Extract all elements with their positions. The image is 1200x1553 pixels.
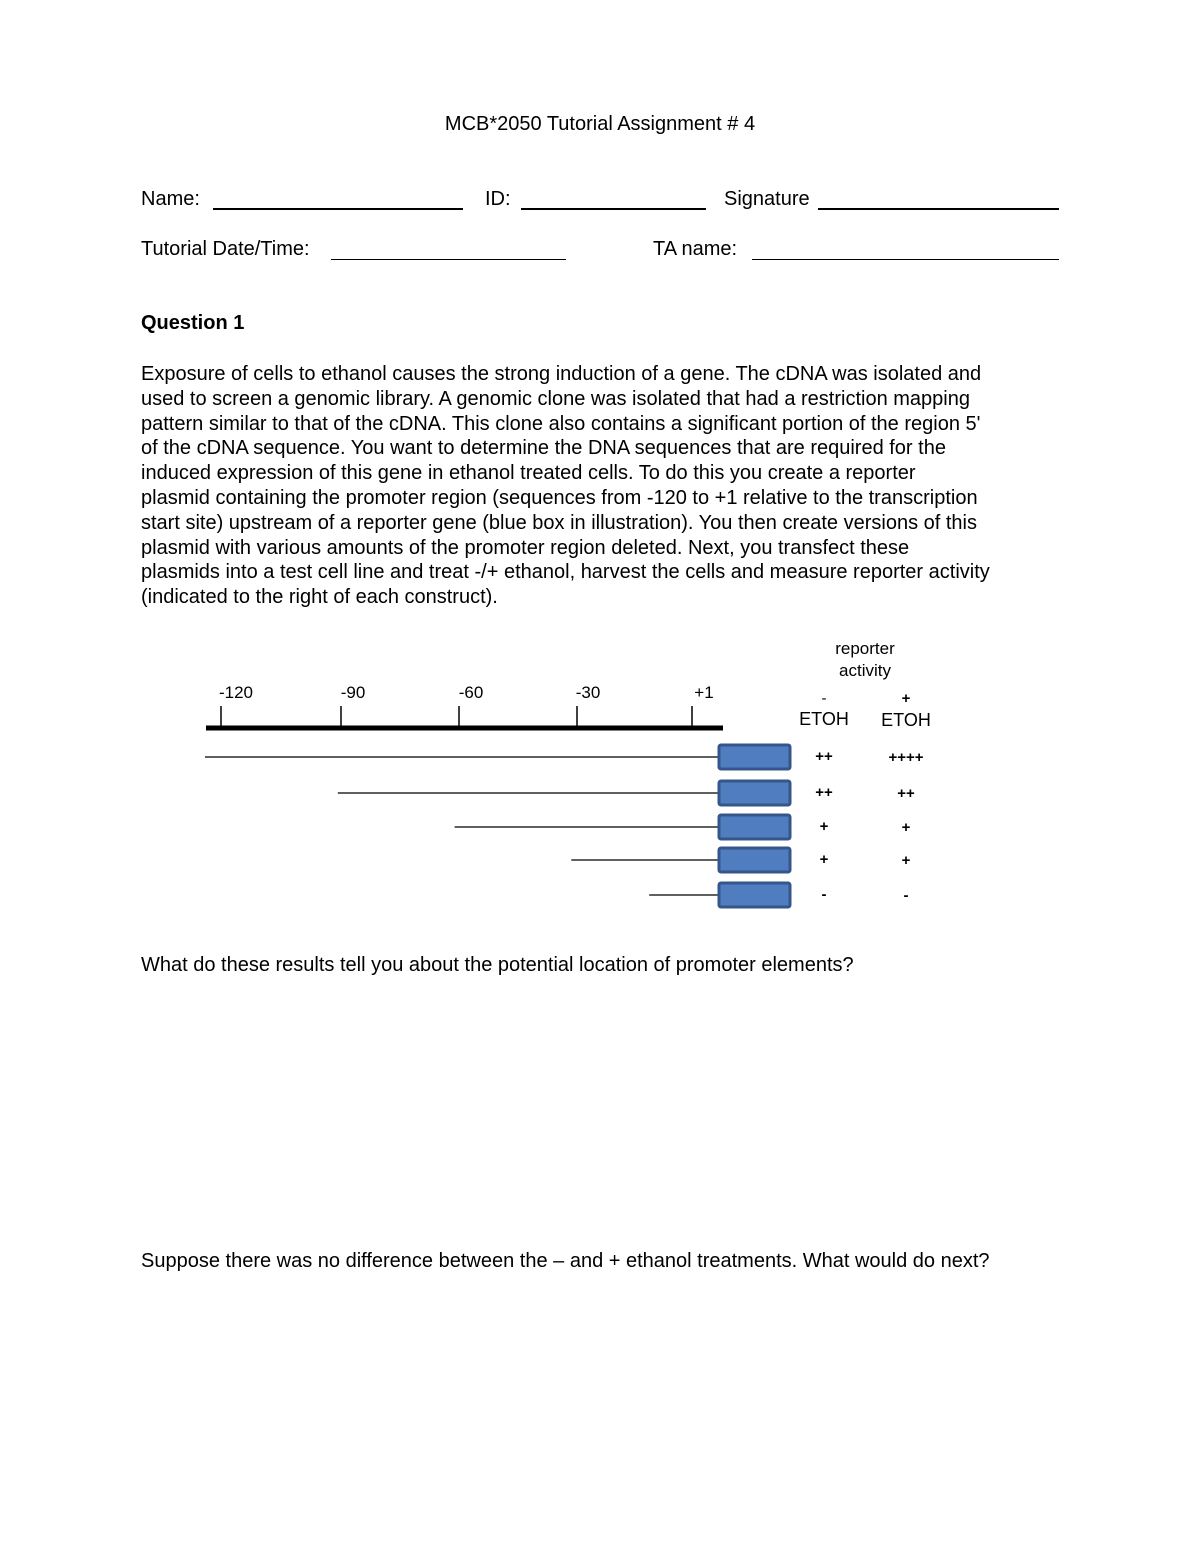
paragraph-line: used to screen a genomic library. A genomic clone was isolated that had a restriction mapping <box>141 387 970 410</box>
paragraph-line: (indicated to the right of each construct). <box>141 586 498 609</box>
reporter-gene-box <box>719 745 790 769</box>
activity-header-line1: reporter <box>835 639 895 658</box>
signature-label: Signature <box>724 188 810 210</box>
paragraph-line: induced expression of this gene in ethanol treated cells. To do this you create a reporter <box>141 462 916 485</box>
activity-header-line2: activity <box>839 661 891 680</box>
tutorial-date-label: Tutorial Date/Time: <box>141 238 310 260</box>
paragraph-line: plasmids into a test cell line and treat -/+ ethanol, harvest the cells and measure reporter activity <box>141 561 990 584</box>
paragraph-line: Exposure of cells to ethanol causes the strong induction of a gene. The cDNA was isolated and <box>141 363 982 385</box>
activity-plus-ethanol: ++++ <box>888 749 924 766</box>
activity-plus-ethanol: ++ <box>897 785 915 802</box>
ta-name-field[interactable] <box>752 259 1059 260</box>
question-paragraph <box>141 362 1071 610</box>
scale-label: -60 <box>458 683 484 702</box>
activity-plus-ethanol: + <box>901 819 911 836</box>
col-minus-sign: - <box>821 690 827 707</box>
activity-plus-ethanol: - <box>903 887 909 904</box>
reporter-gene-box <box>719 883 790 907</box>
scale-label: -120 <box>218 683 254 702</box>
paragraph-line: of the cDNA sequence. You want to determine the DNA sequences that are required for the <box>141 437 946 460</box>
reporter-gene-box <box>719 848 790 872</box>
page-title: MCB*2050 Tutorial Assignment # 4 <box>444 113 756 135</box>
activity-plus-ethanol: + <box>901 852 911 869</box>
activity-minus-ethanol: + <box>819 818 829 835</box>
paragraph-line: pattern similar to that of the cDNA. This clone also contains a significant portion of the region 5' <box>141 412 981 435</box>
activity-minus-ethanol: ++ <box>815 748 833 765</box>
signature-field[interactable] <box>818 208 1059 210</box>
col-plus-label: ETOH <box>881 710 931 730</box>
name-label: Name: <box>141 188 200 210</box>
ta-name-label: TA name: <box>653 238 738 260</box>
name-field[interactable] <box>213 208 463 210</box>
promoter-deletion-diagram <box>0 630 1200 920</box>
activity-minus-ethanol: + <box>819 851 829 868</box>
scale-label: -90 <box>340 683 366 702</box>
paragraph-line: plasmid with various amounts of the promoter region deleted. Next, you transfect these <box>141 536 910 559</box>
reporter-gene-box <box>719 815 790 839</box>
activity-minus-ethanol: - <box>821 886 827 903</box>
question-prompt-1: What do these results tell you about the potential location of promoter elements? <box>141 954 854 976</box>
constructs-group <box>205 745 924 907</box>
activity-minus-ethanol: ++ <box>815 784 833 801</box>
col-minus-label: ETOH <box>799 709 849 729</box>
id-label: ID: <box>485 188 511 210</box>
col-plus-sign: + <box>901 690 911 707</box>
tutorial-date-field[interactable] <box>331 259 566 260</box>
paragraph-line: plasmid containing the promoter region (sequences from -120 to +1 relative to the transcription <box>141 486 978 509</box>
question-prompt-2: Suppose there was no difference between the – and + ethanol treatments. What would do next? <box>141 1250 990 1272</box>
scale-label: -30 <box>575 683 601 702</box>
paragraph-line: start site) upstream of a reporter gene (blue box in illustration). You then create versions of this <box>141 511 977 534</box>
question-heading: Question 1 <box>141 312 245 334</box>
id-field[interactable] <box>521 208 706 210</box>
scale-label: +1 <box>694 683 714 702</box>
reporter-gene-box <box>719 781 790 805</box>
